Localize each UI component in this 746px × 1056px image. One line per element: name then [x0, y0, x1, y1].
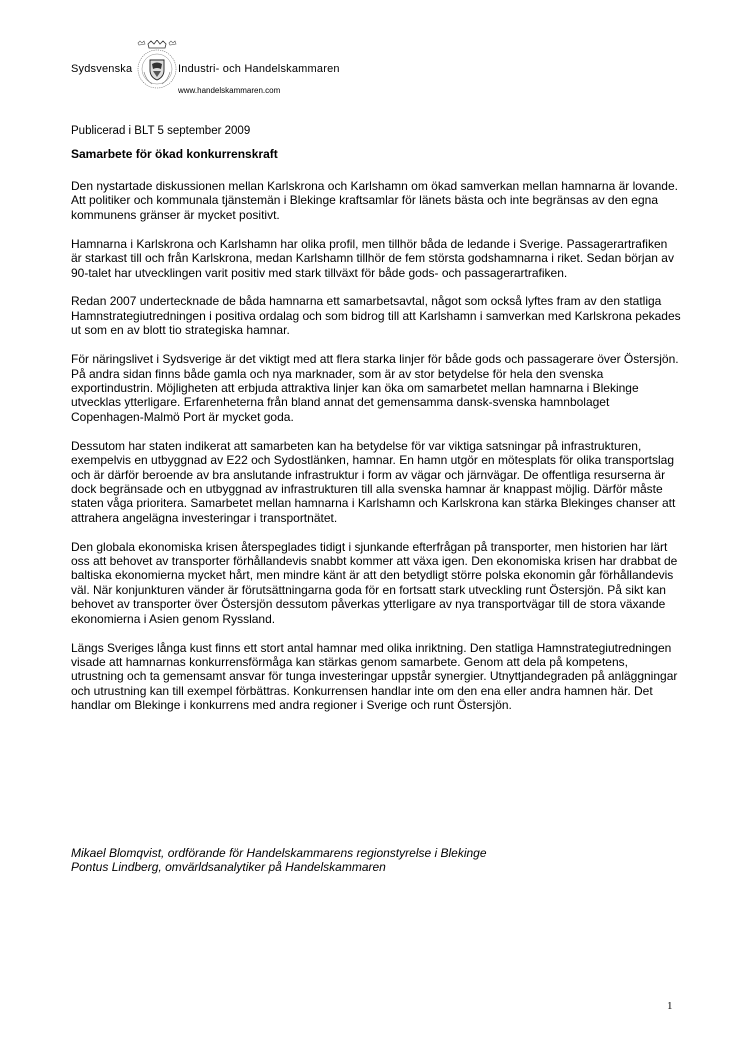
- paragraph: Hamnarna i Karlskrona och Karlshamn har olika profil, men tillhör båda de ledande i Sverige. Passagerartrafiken är starkast till och från Karlskrona, medan Karlshamn tillhör de fem största godshamnarna i riket. Sedan början av 90-talet har utvecklingen varit positiv med stark tillväxt för både gods- och passagerartrafiken.: [71, 236, 674, 280]
- org-name-right: Industri- och Handelskammaren: [178, 63, 340, 75]
- org-name-left: Sydsvenska: [71, 63, 133, 75]
- signature-line: Mikael Blomqvist, ordförande för Handelskammarens regionstyrelse i Blekinge: [71, 846, 487, 860]
- paragraph: Dessutom har staten indikerat att samarbeten kan ha betydelse för var viktiga satsningar på infrastrukturen, exempelvis en utbyggnad av E22 och Sydostlänken, hamnar. En hamn utgör en mötesplats för olika transportslag och är därför beroende av bra anslutande infrastruktur i form av vägar och järnvägar. De offentliga resurserna är dock begränsade och en utbyggnad av infrastrukturen till alla svenska hamnar är knappast möjlig. Därför måste staten våga prioritera. Samarbetet mellan hamnarna i Karlshamn och Karlskrona kan stärka Blekinges chanser att attrahera angelägna investeringar i transportnätet.: [71, 438, 676, 525]
- paragraph: Den globala ekonomiska krisen återspeglades tidigt i sjunkande efterfrågan på transporter, men historien har lärt oss att behovet av transporter förhållandevis snabbt kommer att växa igen. Den ekonomiska krisen har drabbat de baltiska ekonomierna mycket hårt, men mindre känt är att den betydligt större polska ekonomin går förhållandevis väl. När konjunkturen vänder är förutsättningarna goda för en fortsatt stark utveckling runt Östersjön. På sikt kan behovet av transporter över Östersjön dessutom påverkas ytterligare av nya transportvägar till de stora växande ekonomierna i Asien genom Ryssland.: [71, 539, 678, 626]
- paragraph: Längs Sveriges långa kust finns ett stort antal hamnar med olika inriktning. Den statliga Hamnstrategiutredningen visade att hamnarnas konkurrensförmåga kan stärkas genom samarbete. Genom att dela på kompetens, utrustning och ta gemensamt ansvar för tunga investeringar uppstår synergier. Utnyttjandegraden på anläggningar och utrustning kan till exempel förbättras. Konkurrensen handlar inte om den ena eller andra hamnen här. Det handlar om Blekinge i konkurrens med andra regioner i Sverige och runt Östersjön.: [71, 640, 678, 713]
- signature-block: [71, 846, 681, 875]
- article-title: Samarbete för ökad konkurrenskraft: [71, 147, 278, 161]
- paragraph: Den nystartade diskussionen mellan Karlskrona och Karlshamn om ökad samverkan mellan hamnarna är lovande. Att politiker och kommunala tjänstemän i Blekinge kraftsamlar för länets bästa och inte begränsas av den egna kommunens gränser är mycket positivt.: [71, 179, 678, 222]
- publication-note: Publicerad i BLT 5 september 2009: [71, 125, 251, 137]
- article-body: [71, 179, 681, 727]
- signature-line: Pontus Lindberg, omvärldsanalytiker på Handelskammaren: [71, 860, 386, 875]
- crest-logo-icon: [136, 40, 178, 92]
- paragraph: Redan 2007 undertecknade de båda hamnarna ett samarbetsavtal, något som också lyftes fram av den statliga Hamnstrategiutredningen i positiva ordalag och som bidrog till att Karlshamn i samverkan med Karlskrona pekades ut som en av blott tio strategiska hamnar.: [71, 294, 681, 338]
- paragraph: För näringslivet i Sydsverige är det viktigt med att flera starka linjer för både gods och passagerare över Östersjön. På andra sidan finns både gamla och nya marknader, som är av stor betydelse för hela den svenska exportindustrin. Möjligheten att erbjuda attraktiva linjer kan öka om samarbetet mellan hamnarna i Blekinge utvecklas ytterligare. Erfarenheterna från bland annat det gemensamma dansk-svenska hamnbolaget Copenhagen-Malmö Port är mycket goda.: [71, 352, 679, 424]
- page-number: 1: [667, 1000, 673, 1012]
- website-link[interactable]: www.handelskammaren.com: [178, 86, 281, 95]
- letterhead: [71, 38, 411, 98]
